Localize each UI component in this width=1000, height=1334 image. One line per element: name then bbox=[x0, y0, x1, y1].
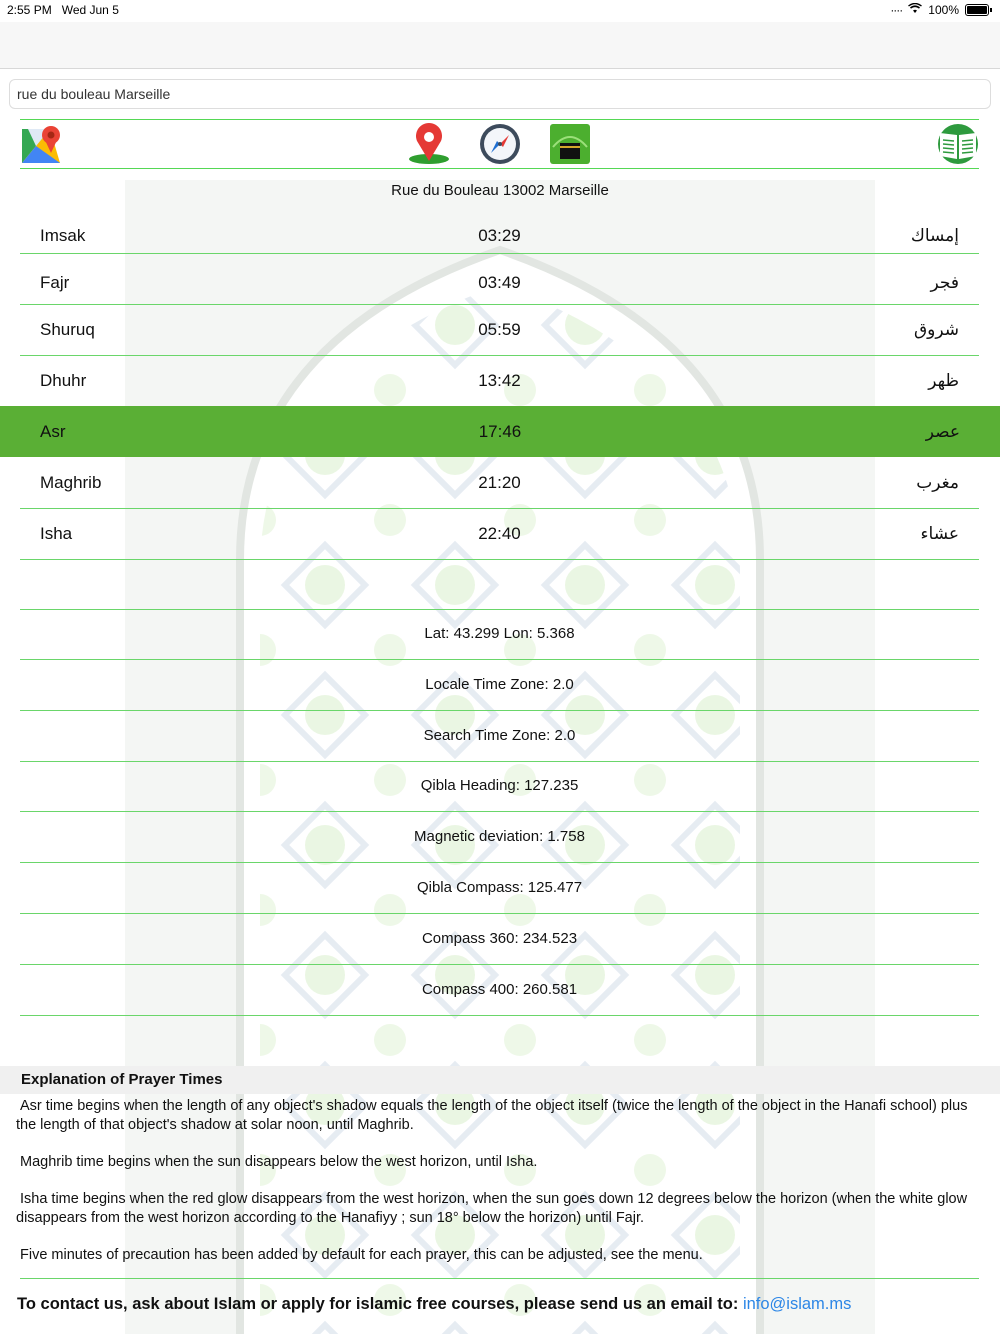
compass-icon[interactable] bbox=[479, 123, 521, 165]
empty-row bbox=[20, 559, 979, 610]
status-time: 2:55 PM Wed Jun 5 bbox=[7, 3, 119, 17]
prayer-name: Asr bbox=[40, 421, 66, 441]
search-bar[interactable] bbox=[9, 79, 991, 109]
contact-email-link[interactable]: info@islam.ms bbox=[742, 1295, 852, 1313]
prayer-name-arabic: عشاء bbox=[920, 523, 959, 544]
info-row: Compass 360: 234.523 bbox=[20, 914, 979, 965]
prayer-name: Isha bbox=[40, 523, 73, 543]
battery-percent: 100% bbox=[928, 3, 959, 17]
contact-text bbox=[17, 1295, 851, 1314]
toolbar bbox=[20, 119, 979, 169]
prayer-time: 13:42 bbox=[478, 370, 521, 390]
prayer-time: 22:40 bbox=[478, 523, 521, 543]
info-row: Qibla Heading: 127.235 bbox=[20, 761, 979, 812]
info-row: Qibla Compass: 125.477 bbox=[20, 863, 979, 914]
explanation-paragraph: Maghrib time begins when the sun disappears below the west horizon, until Isha. bbox=[20, 1154, 538, 1170]
prayer-row-asr[interactable] bbox=[0, 406, 1000, 457]
maps-icon[interactable] bbox=[20, 123, 62, 165]
explanation-text bbox=[16, 1097, 988, 1283]
prayer-name: Fajr bbox=[40, 273, 70, 292]
prayer-name-arabic: مغرب bbox=[916, 472, 959, 493]
prayer-name-arabic: شروق bbox=[913, 320, 959, 340]
contact-message: To contact us, ask about Islam or apply for islamic free courses, please send us an email to: bbox=[17, 1295, 743, 1313]
prayer-row-shuruq[interactable] bbox=[20, 305, 979, 356]
prayer-name: Shuruq bbox=[40, 320, 95, 339]
search-input[interactable] bbox=[10, 80, 984, 108]
location-pin-icon[interactable] bbox=[408, 123, 450, 165]
prayer-row-maghrib[interactable] bbox=[20, 457, 979, 509]
wifi-icon bbox=[908, 3, 922, 17]
prayer-name-arabic: ظهر bbox=[928, 370, 959, 391]
prayer-name-arabic: فجر bbox=[930, 273, 959, 293]
info-row: Magnetic deviation: 1.758 bbox=[20, 812, 979, 863]
location-address: Rue du Bouleau 13002 Marseille bbox=[391, 182, 609, 199]
explanation-paragraph: Isha time begins when the red glow disappears from the west horizon, when the sun goes down 12 degrees below the horizon (when the white glow disappears from the west horizon according to the Hanafiyy ; sun 18° below the horizon) until Fajr. bbox=[16, 1191, 968, 1226]
prayer-row-dhuhr[interactable] bbox=[20, 355, 979, 407]
battery-icon bbox=[965, 4, 989, 16]
info-row: Search Time Zone: 2.0 bbox=[20, 711, 979, 762]
divider bbox=[20, 1278, 979, 1279]
status-indicators bbox=[890, 3, 992, 17]
prayer-row-isha[interactable] bbox=[20, 508, 979, 560]
prayer-row-imsak[interactable] bbox=[20, 219, 979, 254]
explanation-title: Explanation of Prayer Times bbox=[0, 1066, 1000, 1094]
explanation-paragraph: Asr time begins when the length of any object's shadow equals the length of the object itself (twice the length of the object in the Hanafi school) plus the length of that object's shadow at solar noon, until Maghrib. bbox=[16, 1098, 968, 1133]
info-row: Compass 400: 260.581 bbox=[20, 965, 979, 1016]
prayer-name: Dhuhr bbox=[40, 370, 87, 390]
quran-book-icon[interactable] bbox=[937, 123, 979, 165]
info-row: Locale Time Zone: 2.0 bbox=[20, 660, 979, 711]
prayer-time: 21:20 bbox=[478, 472, 521, 492]
prayer-name: Imsak bbox=[40, 226, 86, 245]
status-bar bbox=[0, 0, 1000, 22]
cellular-dots-icon: ···· bbox=[890, 3, 903, 17]
prayer-name-arabic: إمساك bbox=[910, 226, 959, 246]
prayer-name: Maghrib bbox=[40, 472, 102, 492]
navigation-bar bbox=[0, 22, 1000, 69]
prayer-time: 03:29 bbox=[478, 226, 521, 245]
prayer-time: 05:59 bbox=[478, 320, 521, 339]
prayer-row-fajr[interactable] bbox=[20, 262, 979, 305]
prayer-name-arabic: عصر bbox=[925, 421, 960, 442]
explanation-paragraph: Five minutes of precaution has been added by default for each prayer, this can be adjusted, see the menu. bbox=[20, 1247, 703, 1263]
prayer-time: 17:46 bbox=[478, 421, 522, 441]
info-row: Lat: 43.299 Lon: 5.368 bbox=[20, 609, 979, 660]
kaaba-icon[interactable] bbox=[549, 123, 591, 165]
prayer-time: 03:49 bbox=[478, 273, 521, 292]
